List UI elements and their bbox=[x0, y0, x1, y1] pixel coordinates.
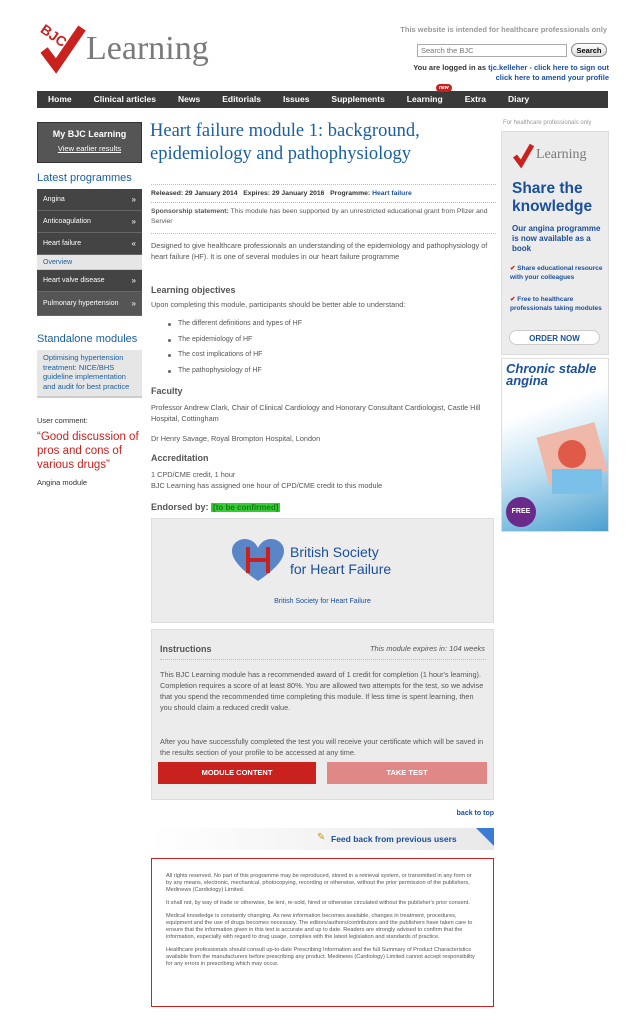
search-button[interactable]: Search bbox=[571, 43, 607, 57]
nav-learning[interactable] bbox=[396, 85, 454, 108]
instructions-heading: Instructions bbox=[160, 644, 212, 654]
signout-link[interactable]: - click here to sign out bbox=[527, 63, 609, 72]
bshf-name bbox=[290, 544, 391, 578]
pencil-icon: ✎ bbox=[317, 832, 326, 843]
programme-label: Heart valve disease bbox=[43, 277, 105, 284]
sponsor-text: This module has been supported by an unrestricted educational grant from Pfizer and Servier bbox=[151, 208, 488, 225]
angina-book-ad[interactable] bbox=[501, 358, 609, 532]
svg-text:BJC: BJC bbox=[38, 22, 70, 51]
nav-clinical-articles[interactable]: Clinical articles bbox=[93, 94, 156, 104]
check-icon: ✔ bbox=[510, 265, 516, 272]
bshf-logo-box[interactable] bbox=[151, 518, 494, 623]
view-results-link[interactable]: View earlier results bbox=[57, 144, 122, 153]
endorsed-label: Endorsed by: bbox=[151, 502, 209, 512]
new-badge: new bbox=[436, 84, 452, 92]
list-item: The different definitions and types of HF bbox=[168, 320, 302, 336]
ad-headline: Share the knowledge bbox=[512, 180, 593, 215]
ad-promo: Our angina programme is now available as a book bbox=[512, 224, 601, 253]
released-date: 29 January 2014 bbox=[185, 190, 238, 197]
legal-paragraph: Healthcare professionals should consult up-to-date Prescribing Information and the full Summary of Product Characteristics available from the manufacturers before prescribing any product. Medinews (Cardiology) Limited cannot accept responsibility for any errors in prescribing which may occur. bbox=[166, 947, 475, 967]
chevron-down-icon: » bbox=[131, 299, 136, 308]
accreditation-text bbox=[151, 469, 382, 491]
page-title: Heart failure module 1: background, epidemiology and pathophysiology bbox=[150, 121, 420, 164]
nav-diary[interactable]: Diary bbox=[507, 94, 530, 104]
acc-line: BJC Learning has assigned one hour of CPD/CME credit to this module bbox=[151, 481, 383, 490]
user-comment-quote: “Good discussion of pros and cons of various drugs” bbox=[37, 431, 139, 471]
login-prefix: You are logged in as bbox=[413, 63, 487, 72]
user-link[interactable]: tjc.kelleher bbox=[488, 63, 528, 72]
chevron-down-icon: » bbox=[131, 195, 136, 204]
list-item: The cost implications of HF bbox=[168, 351, 302, 367]
bshf-line: for Heart Failure bbox=[290, 561, 392, 577]
nav-editorials[interactable]: Editorials bbox=[222, 94, 261, 104]
nav-home[interactable]: Home bbox=[48, 94, 72, 104]
login-status bbox=[413, 63, 609, 83]
bshf-line: British Society bbox=[290, 544, 379, 560]
legal-paragraph: It shall not, by way of trade or otherwise, be lent, re-sold, hired or otherwise circulated without the publisher's prior consent. bbox=[166, 900, 470, 906]
legal-paragraph: Medical knowledge is constantly changing. As new information becomes available, changes in treatment, procedures, equipment and the use of drugs becomes necessary. The editors/authors/contributors and the publishers have taken care to ensure that the information given in this text is accurate and up to date. Readers are strongly advised to confirm that the information, especially with regard to drug usage, complies with the latest legislation and standards of practice. bbox=[166, 913, 473, 940]
ad-logo bbox=[512, 142, 608, 172]
bshf-caption-link[interactable]: British Society for Heart Failure bbox=[274, 598, 371, 605]
module-intro: Designed to give healthcare professionals an understanding of the epidemiology and pathophysiology of heart failure (HF). It is one of several modules in our heart failure programme bbox=[151, 241, 488, 261]
list-item: The pathophysiology of HF bbox=[168, 367, 302, 383]
ad-bullet-text: Share educational resource with your colleagues bbox=[510, 265, 603, 281]
main-nav bbox=[37, 85, 608, 108]
learning-objectives-heading: Learning objectives bbox=[151, 285, 236, 295]
nav-news[interactable]: News bbox=[178, 94, 201, 104]
sponsorship-statement bbox=[151, 207, 496, 227]
ad-label: For healthcare professionals only bbox=[503, 120, 592, 126]
free-badge: FREE bbox=[506, 497, 536, 527]
programme-heart-failure[interactable] bbox=[37, 233, 142, 255]
programme-overview[interactable]: Overview bbox=[37, 255, 142, 270]
heart-logo-icon bbox=[232, 539, 284, 583]
book-cover-icon bbox=[532, 409, 609, 499]
nav-issues[interactable]: Issues bbox=[282, 94, 310, 104]
logo-word: Learning bbox=[86, 30, 209, 67]
programme-label: Heart failure bbox=[43, 240, 82, 247]
endorsed-by bbox=[151, 502, 280, 512]
instructions-text: After you have successfully completed the test you will receive your certificate which will be saved in the results section of your profile to be accessed at any time. bbox=[160, 737, 484, 757]
programme-list bbox=[37, 189, 142, 316]
accreditation-heading: Accreditation bbox=[151, 453, 209, 463]
programme-pulmonary-hypertension[interactable] bbox=[37, 292, 142, 316]
bjc-tick-icon bbox=[38, 22, 86, 80]
my-bjc-box bbox=[37, 122, 142, 163]
endorsed-value: [to be confirmed] bbox=[213, 503, 279, 512]
ad-bullet bbox=[510, 296, 604, 313]
standalone-heading: Standalone modules bbox=[37, 333, 138, 345]
programme-label: Anticoagulation bbox=[43, 218, 91, 225]
feedback-link: Feed back from previous users bbox=[331, 834, 457, 844]
search-input[interactable] bbox=[417, 44, 567, 57]
sponsor-label: Sponsorship statement: bbox=[151, 208, 229, 215]
expires-label: Expires: bbox=[243, 190, 271, 197]
programme-anticoagulation[interactable] bbox=[37, 211, 142, 233]
chevron-down-icon: » bbox=[131, 276, 136, 285]
bjc-learning-logo[interactable] bbox=[38, 22, 218, 80]
amend-profile-link[interactable]: click here to amend your profile bbox=[495, 73, 609, 82]
standalone-module-link[interactable]: Optimising hypertension treatment: NICE/BHS guideline implementation and audit for best practice bbox=[37, 350, 142, 398]
module-meta bbox=[151, 190, 412, 197]
programme-angina[interactable] bbox=[37, 189, 142, 211]
my-bjc-title: My BJC Learning bbox=[52, 129, 127, 139]
corner-fold-icon bbox=[476, 828, 494, 846]
programme-label: Programme: bbox=[330, 190, 371, 197]
book-title: Chronic stable angina bbox=[506, 361, 597, 388]
programme-heart-valve[interactable] bbox=[37, 270, 142, 292]
acc-line: 1 CPD/CME credit, 1 hour bbox=[151, 470, 236, 479]
share-knowledge-ad[interactable] bbox=[501, 131, 609, 355]
nav-learning-label: Learning bbox=[406, 94, 443, 104]
check-icon: ✔ bbox=[510, 296, 516, 303]
programme-label: Angina bbox=[43, 196, 65, 203]
bjc-tick-icon bbox=[512, 142, 534, 170]
chevron-down-icon: » bbox=[131, 217, 136, 226]
module-content-button[interactable]: MODULE CONTENT bbox=[158, 762, 316, 784]
user-comment-label: User comment: bbox=[37, 416, 88, 425]
ad-bullet bbox=[510, 265, 604, 282]
hcp-notice: This website is intended for healthcare professionals only bbox=[400, 25, 607, 34]
objectives-list bbox=[168, 320, 302, 382]
nav-extra[interactable]: Extra bbox=[464, 94, 486, 104]
faculty-member: Dr Henry Savage, Royal Brompton Hospital, London bbox=[151, 434, 321, 443]
programme-link[interactable]: Heart failure bbox=[372, 190, 412, 197]
released-label: Released: bbox=[151, 190, 184, 197]
ad-logo-word: Learning bbox=[536, 147, 587, 162]
list-item: The epidemiology of HF bbox=[168, 336, 302, 352]
faculty-member: Professor Andrew Clark, Chair of Clinical Cardiology and Honorary Consultant Cardiologist, Castle Hill Hospital, Cottingham bbox=[151, 403, 481, 423]
back-to-top-link[interactable]: back to top bbox=[456, 810, 494, 817]
ad-bullet-text: Free to healthcare professionals taking modules bbox=[510, 296, 602, 312]
expires-date: 29 January 2016 bbox=[271, 190, 325, 197]
learning-objectives-intro: Upon completing this module, participants should be better able to understand: bbox=[151, 300, 406, 309]
user-comment-source: Angina module bbox=[37, 478, 88, 487]
legal-paragraph: All rights reserved. No part of this programme may be reproduced, stored in a retrieval system, or transmitted in any form or by any means, electronic, mechanical, photocopying, recording or otherwise, without the prior permission of the publishers, Medinews (Cardiology) Limited. bbox=[166, 873, 472, 893]
feedback-bar[interactable] bbox=[151, 828, 494, 850]
expiry-notice: This module expires in: 104 weeks bbox=[369, 644, 485, 653]
chevron-up-icon: « bbox=[131, 239, 136, 248]
nav-supplements[interactable]: Supplements bbox=[331, 94, 385, 104]
order-now-button[interactable]: ORDER NOW bbox=[509, 330, 600, 345]
take-test-button[interactable]: TAKE TEST bbox=[327, 762, 487, 784]
instructions-text: This BJC Learning module has a recommended award of 1 credit for completion (1 hour's learning). Completion requires a score of at least 80%. You are allowed two attempts for the test, so we advise that you spend the recommended time completing this module. If less time is spent learning, then you should claim a reduced credit value. bbox=[160, 670, 484, 712]
faculty-heading: Faculty bbox=[151, 386, 183, 396]
latest-programmes-heading: Latest programmes bbox=[37, 172, 132, 184]
legal-disclaimer bbox=[151, 858, 494, 1007]
programme-label: Pulmonary hypertension bbox=[43, 300, 119, 307]
